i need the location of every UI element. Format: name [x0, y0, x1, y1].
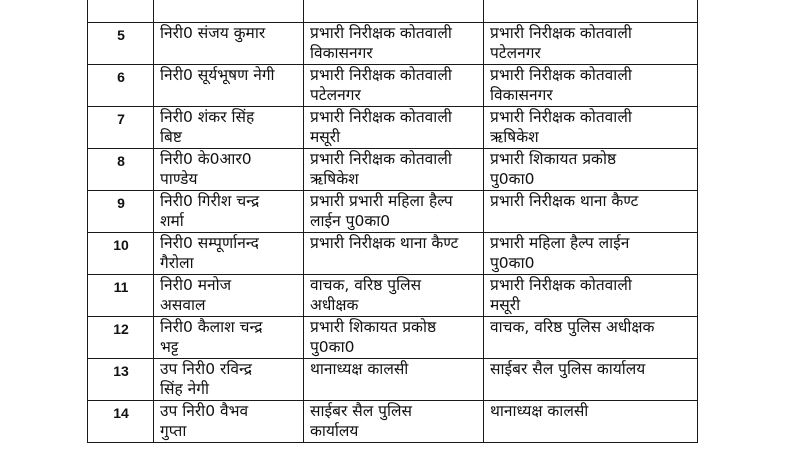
new-posting-cell: प्रभारी शिकायत प्रकोष्ठ पु0का0 [484, 149, 698, 191]
new-posting-cell: प्रभारी महिला हैल्प लाईन पु0का0 [484, 233, 698, 275]
transfer-table-body [88, 0, 698, 443]
serial-number-cell [88, 0, 154, 23]
current-posting-cell: प्रभारी निरीक्षक थाना कैण्ट [304, 233, 484, 275]
current-posting-cell: प्रभारी निरीक्षक कोतवाली विकासनगर [304, 23, 484, 65]
current-posting-cell: प्रभारी प्रभारी महिला हैल्प लाईन पु0का0 [304, 191, 484, 233]
table-row [88, 275, 698, 317]
table-row [88, 401, 698, 443]
new-posting-cell: प्रभारी निरीक्षक कोतवाली ऋषिकेश [484, 107, 698, 149]
new-posting-cell: प्रभारी निरीक्षक कोतवाली पटेलनगर [484, 23, 698, 65]
serial-number-cell: 14 [88, 401, 154, 443]
current-posting-cell: थानाध्यक्ष कालसी [304, 359, 484, 401]
table-row [88, 233, 698, 275]
officer-name-cell: निरी0 संजय कुमार [154, 23, 304, 65]
current-posting-cell: प्रभारी शिकायत प्रकोष्ठ पु0का0 [304, 317, 484, 359]
officer-name-cell: निरी0 सूर्यभूषण नेगी [154, 65, 304, 107]
serial-number-cell: 9 [88, 191, 154, 233]
officer-name-cell [154, 0, 304, 23]
new-posting-cell: प्रभारी निरीक्षक कोतवाली मसूरी [484, 275, 698, 317]
officer-name-cell: उप निरी0 वैभव गुप्ता [154, 401, 304, 443]
new-posting-cell [484, 0, 698, 23]
new-posting-cell: साईबर सैल पुलिस कार्यालय [484, 359, 698, 401]
officer-name-cell: निरी0 कैलाश चन्द्र भट्ट [154, 317, 304, 359]
current-posting-cell: प्रभारी निरीक्षक कोतवाली ऋषिकेश [304, 149, 484, 191]
serial-number-cell: 6 [88, 65, 154, 107]
current-posting-cell [304, 0, 484, 23]
officer-name-cell: निरी0 मनोज असवाल [154, 275, 304, 317]
officer-name-cell: उप निरी0 रविन्द्र सिंह नेगी [154, 359, 304, 401]
current-posting-cell: साईबर सैल पुलिस कार्यालय [304, 401, 484, 443]
serial-number-cell: 11 [88, 275, 154, 317]
serial-number-cell: 13 [88, 359, 154, 401]
serial-number-cell: 10 [88, 233, 154, 275]
current-posting-cell: प्रभारी निरीक्षक कोतवाली मसूरी [304, 107, 484, 149]
table-row [88, 107, 698, 149]
serial-number-cell: 5 [88, 23, 154, 65]
officer-name-cell: निरी0 गिरीश चन्द्र शर्मा [154, 191, 304, 233]
table-row [88, 149, 698, 191]
new-posting-cell: प्रभारी निरीक्षक थाना कैण्ट [484, 191, 698, 233]
serial-number-cell: 8 [88, 149, 154, 191]
serial-number-cell: 7 [88, 107, 154, 149]
table-row [88, 359, 698, 401]
officer-name-cell: निरी0 के0आर0 पाण्डेय [154, 149, 304, 191]
new-posting-cell: थानाध्यक्ष कालसी [484, 401, 698, 443]
table-row [88, 317, 698, 359]
table-row [88, 0, 698, 23]
officer-name-cell: निरी0 शंकर सिंह बिष्ट [154, 107, 304, 149]
current-posting-cell: वाचक, वरिष्ठ पुलिस अधीक्षक [304, 275, 484, 317]
table-row [88, 65, 698, 107]
transfer-table [87, 0, 698, 443]
serial-number-cell: 12 [88, 317, 154, 359]
table-row [88, 191, 698, 233]
current-posting-cell: प्रभारी निरीक्षक कोतवाली पटेलनगर [304, 65, 484, 107]
new-posting-cell: वाचक, वरिष्ठ पुलिस अधीक्षक [484, 317, 698, 359]
officer-name-cell: निरी0 सम्पूर्णानन्द गैरोला [154, 233, 304, 275]
table-row [88, 23, 698, 65]
new-posting-cell: प्रभारी निरीक्षक कोतवाली विकासनगर [484, 65, 698, 107]
